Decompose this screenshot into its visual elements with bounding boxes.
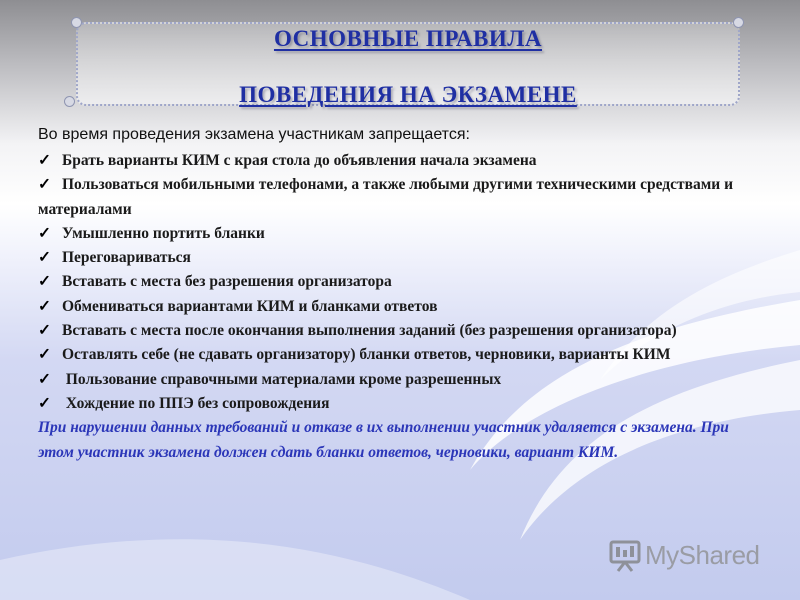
title-banner [76,22,740,106]
check-icon: ✓ [38,346,51,364]
intro-text: Во время проведения экзамена участникам запрещается: [38,126,470,143]
check-icon: ✓ [38,176,51,194]
presentation-screen-icon [609,538,641,572]
myshared-logo[interactable] [609,538,769,574]
check-icon: ✓ [38,370,51,388]
rule-item: ✓ Брать варианты КИМ с края стола до объявления начала экзамена [38,149,738,173]
title-line-1: ОСНОВНЫЕ ПРАВИЛА [273,26,543,51]
check-icon: ✓ [38,224,51,242]
rule-item: ✓ Хождение по ППЭ без сопровождения [38,392,738,416]
check-icon: ✓ [38,322,51,340]
title-line-2: ПОВЕДЕНИЯ НА ЭКЗАМЕНЕ [239,82,577,107]
rule-item: ✓ Вставать с места после окончания выполнения заданий (без разрешения организатора) [38,319,738,343]
rules-list [38,149,738,416]
rule-item: ✓ Пользоваться мобильными телефонами, а также любыми другими техническими средствами и материалами [38,173,738,222]
rule-item: ✓ Оставлять себе (не сдавать организатору) бланки ответов, черновики, варианты КИМ [38,343,738,367]
logo-text: MyShared [645,540,760,570]
banner-dot-top-left [71,17,82,28]
check-icon: ✓ [38,249,51,267]
check-icon: ✓ [38,273,51,291]
check-icon: ✓ [38,152,51,169]
closing-warning: При нарушении данных требований и отказе в их выполнении участник удаляется с экзамена. При этом участник экзамена должен сдать бланки ответов, черновики, вариант КИМ. [38,419,729,461]
check-icon: ✓ [38,297,51,315]
rule-item: ✓ Переговариваться [38,246,738,270]
rule-item: ✓ Вставать с места без разрешения организатора [38,270,738,294]
banner-dot-bottom-left [64,96,75,107]
rules-content [38,124,738,465]
rule-item: ✓ Умышленно портить бланки [38,222,738,246]
check-icon: ✓ [38,394,51,412]
banner-dot-top-right [733,17,744,28]
rule-item: ✓ Пользование справочными материалами кроме разрешенных [38,368,738,392]
rule-item: ✓ Обмениваться вариантами КИМ и бланками ответов [38,295,738,319]
